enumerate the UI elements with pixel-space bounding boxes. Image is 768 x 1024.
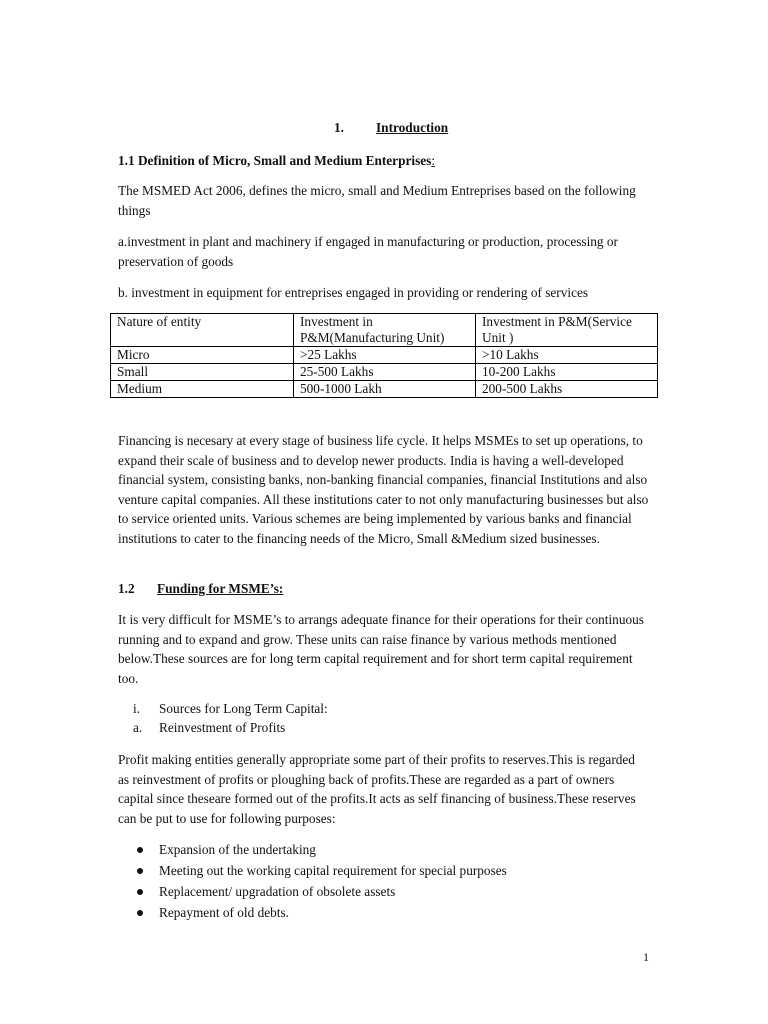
list-item-long-term xyxy=(133,699,328,719)
item-b-paragraph: b. investment in equipment for entreprises engaged in providing or rendering of services xyxy=(118,285,589,300)
funding-paragraph: It is very difficult for MSME’s to arrangs adequate finance for their operations for their continuous running and to expand and grow. These units can raise finance by various methods mentioned below.These sources are for long term capital requirement and for short term capital requirement too. xyxy=(118,612,644,686)
table-row xyxy=(111,364,658,381)
section-1-2-number: 1.2 xyxy=(118,581,135,596)
enterprise-table xyxy=(110,313,658,398)
bullet-icon xyxy=(137,889,143,895)
bullet-icon xyxy=(137,868,143,874)
table-cell: 200-500 Lakhs xyxy=(476,381,658,398)
bullet-text: Expansion of the undertaking xyxy=(159,842,316,857)
bullet-item xyxy=(0,840,768,860)
table-cell: >25 Lakhs xyxy=(294,347,476,364)
section-1-1-colon: : xyxy=(431,153,436,168)
msmed-paragraph: The MSMED Act 2006, defines the micro, small and Medium Entreprises based on the following things xyxy=(118,183,636,218)
profit-paragraph: Profit making entities generally appropriate some part of their profits to reserves.This is regarded as reinvestment of profits or ploughing back of profits.These are regarded as a part of owners capital since theseare formed out of the profits.It acts as self financing of business.These reserves can be put to use for following purposes: xyxy=(118,752,636,826)
financing-paragraph: Financing is necesary at every stage of business life cycle. It helps MSMEs to set up operations, to expand their scale of business and to develop newer products. India is having a well-developed financial system, consisting banks, non-banking financial companies, financial Institutions and also venture capital companies. All these institutions cater to not only manufacturing businesses but also to service oriented units. Various schemes are being implemented by various banks and financial institutions to cater to the financing needs of the Micro, Small &Medium sized businesses. xyxy=(118,433,649,546)
bullet-text: Meeting out the working capital requirement for special purposes xyxy=(159,863,507,878)
table-row xyxy=(111,381,658,398)
table-cell: Micro xyxy=(111,347,294,364)
bullet-icon xyxy=(137,847,143,853)
table-row xyxy=(111,347,658,364)
bullet-text: Replacement/ upgradation of obsolete assets xyxy=(159,884,396,899)
table-header-cell: Investment in P&M(Manufacturing Unit) xyxy=(294,314,476,347)
table-cell: Medium xyxy=(111,381,294,398)
list-marker: a. xyxy=(133,720,143,735)
list-item-reinvestment xyxy=(133,718,285,738)
bullet-item xyxy=(0,861,768,881)
heading-number: 1. xyxy=(334,120,344,135)
section-1-2-title: Funding for MSME’s: xyxy=(157,581,284,596)
table-header-cell: Nature of entity xyxy=(111,314,294,347)
list-item-text: Sources for Long Term Capital: xyxy=(159,701,328,716)
table-cell: 25-500 Lakhs xyxy=(294,364,476,381)
table-cell: >10 Lakhs xyxy=(476,347,658,364)
table-header-cell: Investment in P&M(Service Unit ) xyxy=(476,314,658,347)
heading-title: Introduction xyxy=(376,120,449,135)
table-cell: 500-1000 Lakh xyxy=(294,381,476,398)
table-cell: 10-200 Lakhs xyxy=(476,364,658,381)
bullet-icon xyxy=(137,910,143,916)
list-item-text: Reinvestment of Profits xyxy=(159,720,286,735)
item-a-paragraph: a.investment in plant and machinery if engaged in manufacturing or production, processing or preservation of goods xyxy=(118,234,618,269)
section-1-1-heading xyxy=(118,151,435,171)
table-header-row xyxy=(111,314,658,347)
bullet-item xyxy=(0,882,768,902)
table-cell: Small xyxy=(111,364,294,381)
list-marker: i. xyxy=(133,701,141,716)
page-number: 1 xyxy=(643,950,649,964)
bullet-item xyxy=(0,903,768,923)
bullet-text: Repayment of old debts. xyxy=(159,905,289,920)
section-1-1-title: 1.1 Definition of Micro, Small and Medium Enterprises xyxy=(118,153,432,168)
